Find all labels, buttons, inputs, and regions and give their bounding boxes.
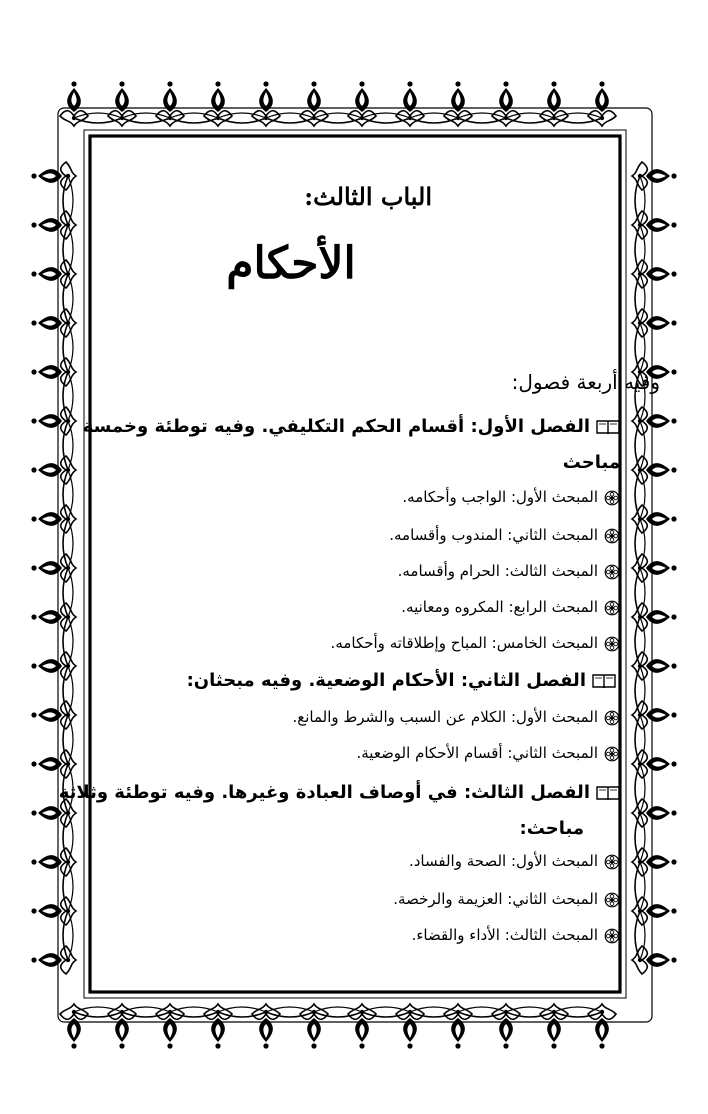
border-motif [31, 309, 76, 337]
section-2-2 [357, 744, 621, 762]
border-motif [31, 946, 76, 974]
section-label: المبحث الرابع: المكروه ومعانيه. [401, 598, 598, 616]
border-motif [632, 456, 677, 484]
chapter-3-title: الفصل الثالث: في أوصاف العبادة وغيرها. وفيه توطئة وثلاثة [58, 782, 590, 803]
border-motif [632, 750, 677, 778]
border-motif [632, 799, 677, 827]
section-3-3 [412, 926, 620, 944]
border-motif [632, 603, 677, 631]
border-motif [31, 260, 76, 288]
border-motif [632, 407, 677, 435]
section-label: المبحث الثالث: الأداء والقضاء. [411, 926, 598, 944]
section-label: المبحث الخامس: المباح وإطلاقاته وأحكامه. [330, 634, 598, 652]
section-label: المبحث الثاني: أقسام الأحكام الوضعية. [356, 744, 598, 762]
open-book-icon [596, 419, 620, 435]
section-label: المبحث الأول: الواجب وأحكامه. [402, 488, 598, 506]
chapter-1-title: الفصل الأول: أقسام الحكم التكليفي. وفيه توطئة وخمسة [82, 416, 590, 437]
chapter-3-line-1 [59, 782, 620, 803]
border-motif [632, 162, 677, 190]
table-of-contents [58, 0, 620, 1114]
flower-icon [604, 528, 620, 544]
section-1-3 [398, 562, 620, 580]
border-motif [60, 81, 88, 126]
border-motif [31, 603, 76, 631]
border-motif [632, 897, 677, 925]
flower-icon [604, 600, 620, 616]
border-motif [31, 456, 76, 484]
border-motif [31, 848, 76, 876]
border-motif [632, 652, 677, 680]
section-2-1 [292, 708, 620, 726]
intro-line: وفيه أربعة فصول: [511, 370, 660, 394]
border-motif [632, 848, 677, 876]
flower-icon [604, 892, 620, 908]
section-1-4 [401, 598, 620, 616]
open-book-icon [592, 673, 616, 689]
flower-icon [604, 636, 620, 652]
border-motif [632, 505, 677, 533]
border-motif [31, 358, 76, 386]
border-motif [31, 505, 76, 533]
border-motif [31, 750, 76, 778]
section-label: المبحث الثاني: العزيمة والرخصة. [393, 890, 598, 908]
flower-icon [604, 564, 620, 580]
border-motif [632, 701, 677, 729]
flower-icon [604, 746, 620, 762]
part-label: الباب الثالث: [304, 182, 432, 211]
chapter-2-line-1 [187, 670, 616, 691]
section-label: المبحث الأول: الصحة والفساد. [408, 852, 598, 870]
border-motif [632, 309, 677, 337]
border-motif [31, 407, 76, 435]
border-motif [31, 799, 76, 827]
section-1-5 [331, 634, 620, 652]
section-1-1 [402, 488, 620, 506]
border-motif [632, 554, 677, 582]
border-motif [31, 701, 76, 729]
section-label: المبحث الثاني: المندوب وأقسامه. [389, 526, 598, 544]
chapter-1-line-2: مباحث [562, 452, 620, 473]
chapter-2-title: الفصل الثاني: الأحكام الوضعية. وفيه مبحثان: [186, 670, 586, 691]
chapter-1-line-1 [83, 416, 620, 437]
section-label: المبحث الأول: الكلام عن السبب والشرط والمانع. [292, 708, 598, 726]
flower-icon [604, 490, 620, 506]
section-label: المبحث الثالث: الحرام وأقسامه. [397, 562, 598, 580]
flower-icon [604, 710, 620, 726]
border-motif [632, 260, 677, 288]
part-title: الأحكام [226, 238, 356, 289]
border-motif [31, 554, 76, 582]
border-motif [31, 211, 76, 239]
border-motif [632, 946, 677, 974]
section-3-2 [393, 890, 620, 908]
flower-icon [604, 854, 620, 870]
border-motif [31, 897, 76, 925]
chapter-3-line-2: مباحث: [519, 818, 584, 839]
open-book-icon [596, 785, 620, 801]
border-motif [31, 652, 76, 680]
border-motif [632, 211, 677, 239]
section-1-2 [389, 526, 620, 544]
flower-icon [604, 928, 620, 944]
border-motif [60, 1004, 88, 1049]
border-motif [31, 162, 76, 190]
section-3-1 [409, 852, 620, 870]
